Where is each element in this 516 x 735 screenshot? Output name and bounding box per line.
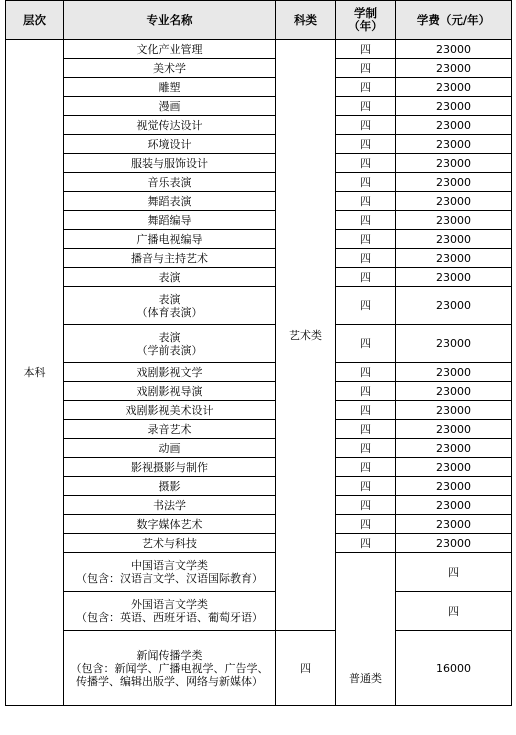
fee-cell: 23000 [396, 59, 512, 78]
table-row [6, 97, 512, 116]
fee-cell: 23000 [396, 458, 512, 477]
major-name-note: （包含：英语、西班牙语、葡萄牙语） [76, 611, 263, 624]
major-name: 服装与服饰设计 [64, 154, 276, 173]
duration-cell: 四 [336, 230, 396, 249]
table-row [6, 40, 512, 59]
duration-cell: 四 [336, 192, 396, 211]
duration-cell: 四 [336, 249, 396, 268]
major-name: 雕塑 [64, 78, 276, 97]
table-row [6, 592, 512, 631]
table-row [6, 534, 512, 553]
header-duration-line2: （年） [348, 19, 383, 33]
duration-cell: 四 [276, 631, 336, 706]
major-name: 摄影 [64, 477, 276, 496]
major-name-main: 新闻传播学类 [136, 648, 203, 662]
major-name: 音乐表演 [64, 173, 276, 192]
duration-cell: 四 [336, 287, 396, 325]
table-row [6, 230, 512, 249]
duration-cell: 四 [336, 211, 396, 230]
table-row [6, 458, 512, 477]
fee-cell: 23000 [396, 268, 512, 287]
major-name-main: 中国语言文学类 [131, 559, 208, 572]
fee-cell: 23000 [396, 515, 512, 534]
fee-cell: 23000 [396, 211, 512, 230]
tuition-table [5, 0, 512, 706]
fee-cell: 23000 [396, 439, 512, 458]
category-cell-art: 艺术类 [276, 40, 336, 631]
fee-cell: 23000 [396, 40, 512, 59]
major-name [64, 553, 276, 592]
fee-cell: 23000 [396, 401, 512, 420]
duration-cell: 四 [336, 173, 396, 192]
table-row [6, 363, 512, 382]
major-name: 艺术与科技 [64, 534, 276, 553]
major-name: 动画 [64, 439, 276, 458]
major-name-main: 表演 [158, 292, 181, 306]
major-name: 数字媒体艺术 [64, 515, 276, 534]
table-row [6, 553, 512, 592]
fee-cell: 23000 [396, 116, 512, 135]
table-row [6, 249, 512, 268]
duration-cell: 四 [336, 97, 396, 116]
major-name-note: （包含：新闻学、广播电视学、广告学、传播学、编辑出版学、网络与新媒体） [70, 661, 269, 688]
table-row [6, 325, 512, 363]
table-row [6, 382, 512, 401]
major-name: 舞蹈表演 [64, 192, 276, 211]
tuition-table-container [5, 0, 512, 706]
fee-cell: 23000 [396, 192, 512, 211]
duration-cell: 四 [336, 40, 396, 59]
fee-cell: 23000 [396, 496, 512, 515]
table-row [6, 287, 512, 325]
major-name: 广播电视编导 [64, 230, 276, 249]
duration-cell: 四 [336, 116, 396, 135]
fee-cell: 23000 [396, 249, 512, 268]
major-name [64, 287, 276, 325]
major-name [64, 592, 276, 631]
duration-cell: 四 [396, 553, 512, 592]
major-name: 视觉传达设计 [64, 116, 276, 135]
major-name-main: 表演 [158, 330, 181, 344]
fee-cell: 23000 [396, 382, 512, 401]
major-name: 舞蹈编导 [64, 211, 276, 230]
major-name: 戏剧影视文学 [64, 363, 276, 382]
fee-cell: 23000 [396, 78, 512, 97]
table-row [6, 78, 512, 97]
duration-cell: 四 [336, 534, 396, 553]
fee-cell: 23000 [396, 135, 512, 154]
fee-cell: 23000 [396, 325, 512, 363]
duration-cell: 四 [336, 78, 396, 97]
fee-cell: 23000 [396, 477, 512, 496]
table-row [6, 401, 512, 420]
fee-cell: 23000 [396, 173, 512, 192]
duration-cell: 四 [336, 325, 396, 363]
table-row [6, 59, 512, 78]
major-name-main: 外国语言文学类 [131, 598, 208, 611]
table-row [6, 116, 512, 135]
duration-cell: 四 [336, 439, 396, 458]
table-row [6, 477, 512, 496]
table-row [6, 154, 512, 173]
major-name: 戏剧影视美术设计 [64, 401, 276, 420]
table-row [6, 173, 512, 192]
duration-cell: 四 [336, 401, 396, 420]
major-name-note: （包含：汉语言文学、汉语国际教育） [76, 572, 263, 585]
major-name [64, 325, 276, 363]
duration-cell: 四 [336, 382, 396, 401]
level-cell: 本科 [6, 40, 64, 706]
table-row [6, 192, 512, 211]
duration-cell: 四 [336, 363, 396, 382]
header-fee: 学费（元/年） [396, 1, 512, 40]
major-name: 美术学 [64, 59, 276, 78]
fee-cell: 23000 [396, 287, 512, 325]
duration-cell: 四 [396, 592, 512, 631]
major-name-note: （体育表演） [136, 305, 203, 319]
fee-cell: 23000 [396, 420, 512, 439]
fee-cell: 23000 [396, 230, 512, 249]
major-name: 漫画 [64, 97, 276, 116]
fee-cell: 23000 [396, 534, 512, 553]
major-name: 书法学 [64, 496, 276, 515]
major-name: 录音艺术 [64, 420, 276, 439]
category-cell-general: 普通类 [336, 553, 396, 706]
table-row [6, 268, 512, 287]
fee-cell: 23000 [396, 154, 512, 173]
table-row [6, 135, 512, 154]
duration-cell: 四 [336, 458, 396, 477]
table-row [6, 496, 512, 515]
fee-cell: 23000 [396, 97, 512, 116]
major-name [64, 631, 276, 706]
header-category: 科类 [276, 1, 336, 40]
duration-cell: 四 [336, 59, 396, 78]
major-name: 影视摄影与制作 [64, 458, 276, 477]
header-duration [336, 1, 396, 40]
duration-cell: 四 [336, 135, 396, 154]
header-row [6, 1, 512, 40]
fee-cell: 23000 [396, 363, 512, 382]
major-name: 文化产业管理 [64, 40, 276, 59]
major-name: 戏剧影视导演 [64, 382, 276, 401]
major-name: 播音与主持艺术 [64, 249, 276, 268]
duration-cell: 四 [336, 515, 396, 534]
table-row [6, 211, 512, 230]
header-major: 专业名称 [64, 1, 276, 40]
duration-cell: 四 [336, 496, 396, 515]
header-duration-line1: 学制 [354, 6, 377, 20]
duration-cell: 四 [336, 420, 396, 439]
header-level: 层次 [6, 1, 64, 40]
duration-cell: 四 [336, 268, 396, 287]
table-row [6, 439, 512, 458]
duration-cell: 四 [336, 477, 396, 496]
fee-cell: 16000 [396, 631, 512, 706]
duration-cell: 四 [336, 154, 396, 173]
major-name-note: （学前表演） [136, 343, 203, 357]
major-name: 环境设计 [64, 135, 276, 154]
major-name: 表演 [64, 268, 276, 287]
table-row [6, 420, 512, 439]
table-row [6, 631, 512, 706]
table-row [6, 515, 512, 534]
